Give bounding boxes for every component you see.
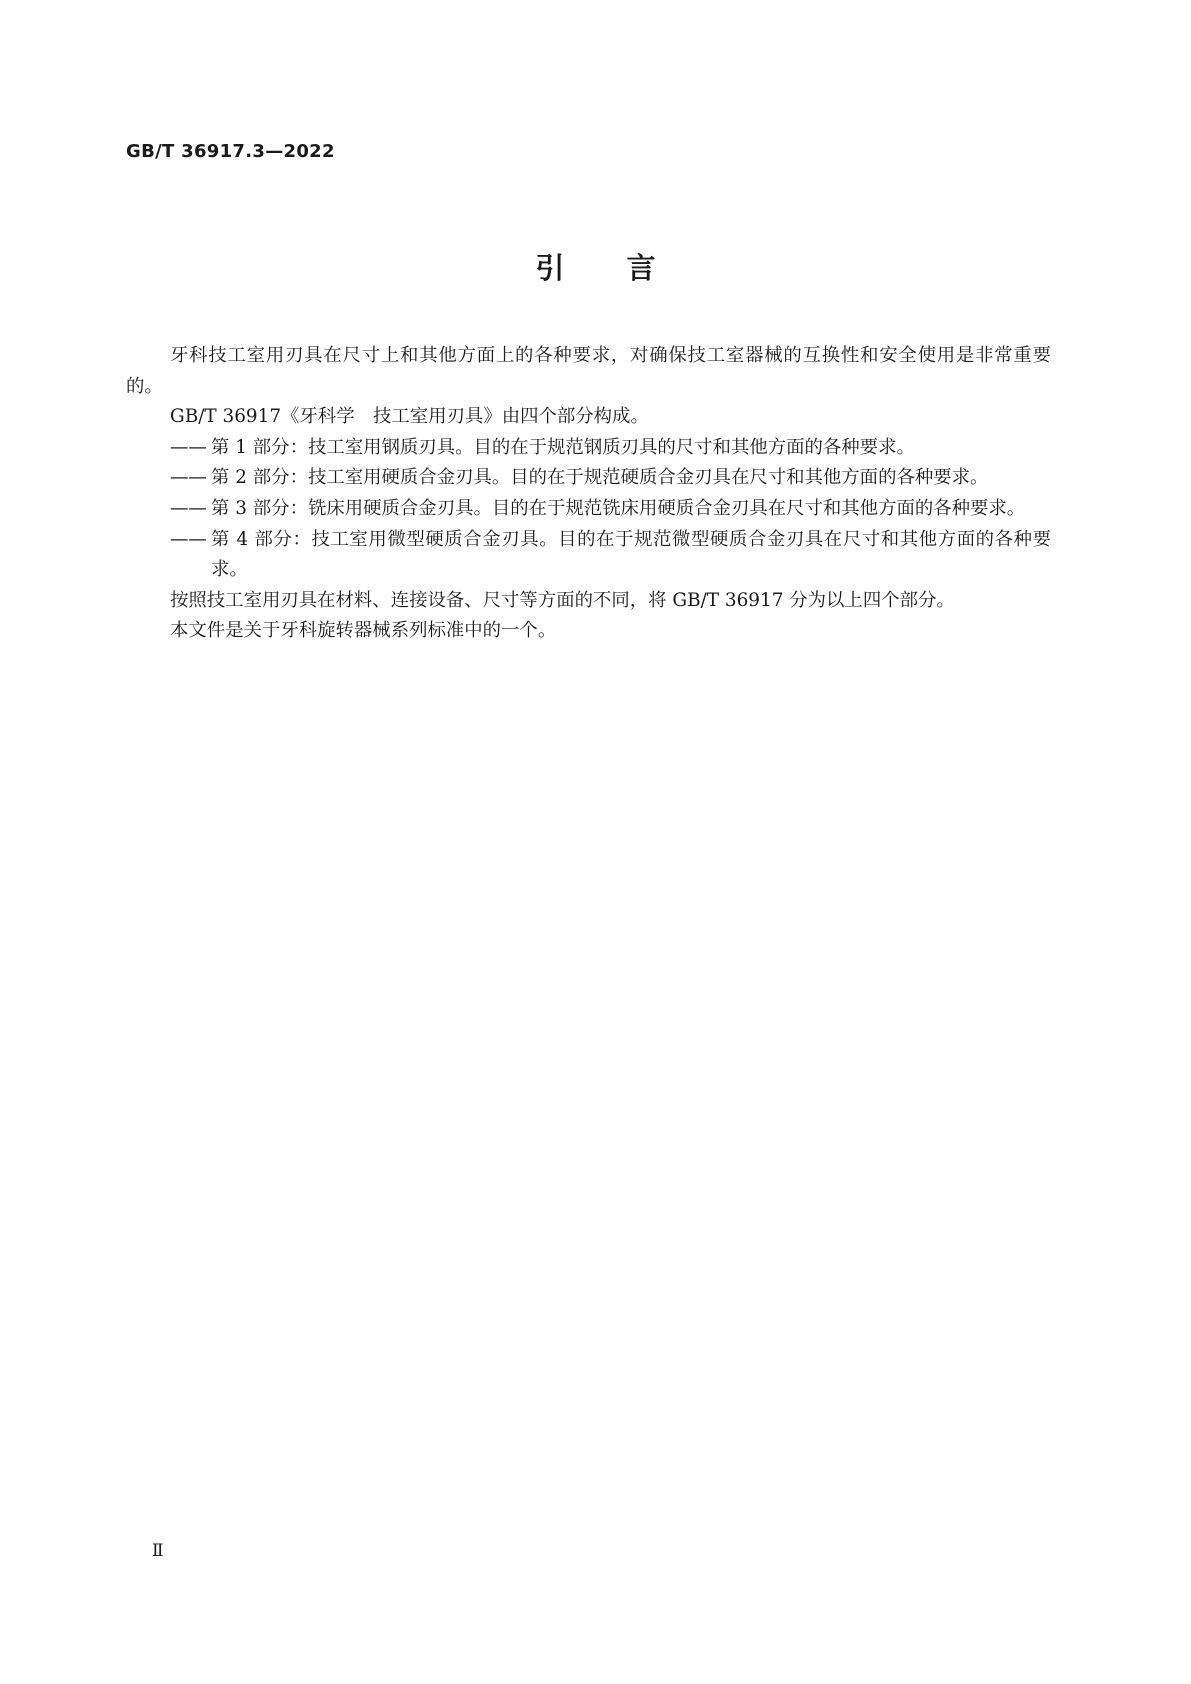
list-dash: —— — [170, 497, 207, 519]
standard-code: GB/T 36917.3—2022 — [126, 141, 335, 162]
list-dash: —— — [170, 467, 207, 489]
list-item-text: 第 2 部分：技工室用硬质合金刃具。目的在于规范硬质合金刃具在尺寸和其他方面的各种要求。 — [211, 467, 989, 489]
list-item-part-4 — [126, 525, 1051, 586]
intro-paragraph: 牙科技工室用刃具在尺寸上和其他方面上的各种要求，对确保技工室器械的互换性和安全使用是非常重要的。 — [126, 345, 1051, 397]
list-item-text: 第 1 部分：技工室用钢质刃具。目的在于规范钢质刃具的尺寸和其他方面的各种要求。 — [211, 436, 915, 458]
list-item-part-2 — [126, 463, 1051, 494]
list-item-part-3 — [126, 494, 1051, 525]
parts-overview-paragraph: GB/T 36917《牙科学 技工室用刃具》由四个部分构成。 — [170, 406, 649, 428]
page-title: 引言 — [535, 251, 718, 285]
page-number: Ⅱ — [152, 1541, 164, 1561]
list-dash: —— — [170, 528, 207, 550]
list-item-part-1 — [126, 433, 1051, 464]
document-body — [126, 341, 1051, 647]
list-dash: —— — [170, 436, 207, 458]
series-paragraph: 本文件是关于牙科旋转器械系列标准中的一个。 — [170, 620, 557, 642]
list-item-text: 第 4 部分：技工室用微型硬质合金刃具。目的在于规范微型硬质合金刃具在尺寸和其他方面的各种要求。 — [211, 528, 1051, 581]
list-item-text: 第 3 部分：铣床用硬质合金刃具。目的在于规范铣床用硬质合金刃具在尺寸和其他方面的各种要求。 — [211, 497, 1026, 519]
division-paragraph: 按照技工室用刃具在材料、连接设备、尺寸等方面的不同，将 GB/T 36917 分为以上四个部分。 — [170, 589, 955, 611]
